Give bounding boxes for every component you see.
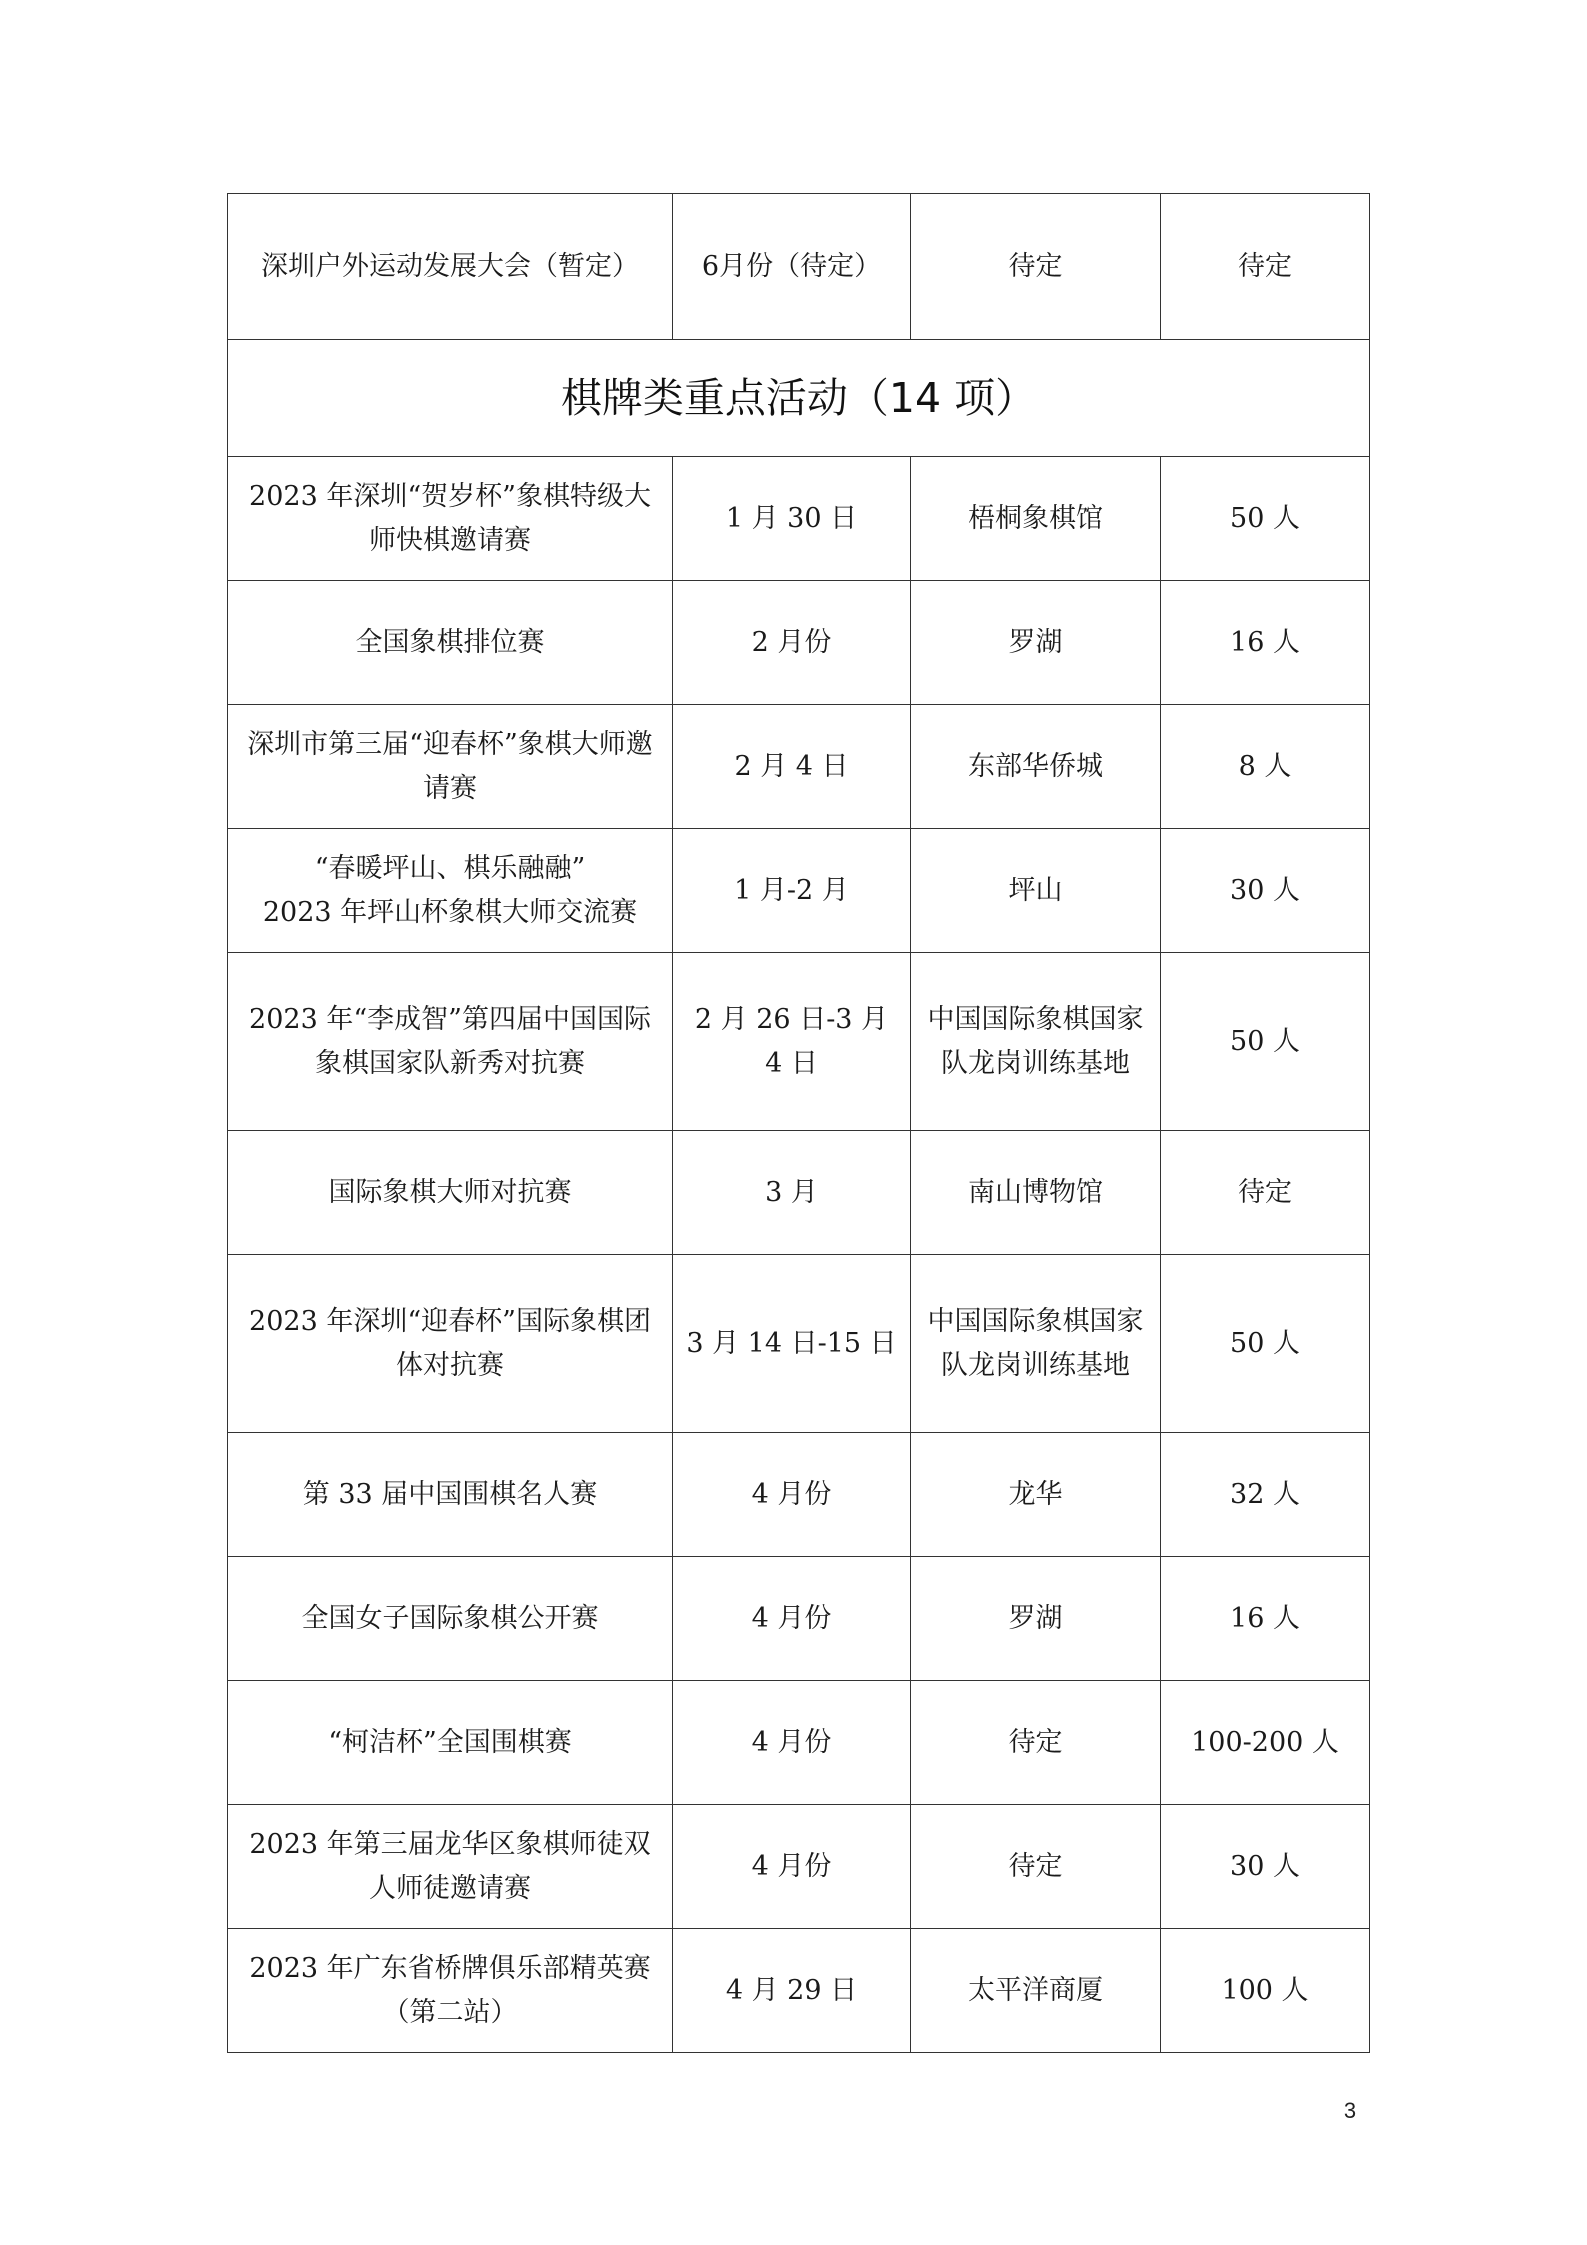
table-row bbox=[228, 705, 1370, 829]
event-venue-cell: 梧桐象棋馆 bbox=[911, 457, 1161, 581]
event-people-cell: 8 人 bbox=[1161, 705, 1370, 829]
event-venue-cell: 太平洋商厦 bbox=[911, 1929, 1161, 2053]
table-row bbox=[228, 1255, 1370, 1433]
event-date-cell: 2 月份 bbox=[673, 581, 911, 705]
events-table bbox=[227, 193, 1370, 2053]
event-name-cell: 第 33 届中国围棋名人赛 bbox=[228, 1433, 673, 1557]
page-number: 3 bbox=[1343, 2098, 1357, 2123]
table-row bbox=[228, 953, 1370, 1131]
event-name-cell: 2023 年广东省桥牌俱乐部精英赛（第二站） bbox=[228, 1929, 673, 2053]
event-name-cell: 深圳户外运动发展大会（暂定） bbox=[228, 194, 673, 340]
event-date-cell: 4 月份 bbox=[673, 1681, 911, 1805]
event-venue-cell: 待定 bbox=[911, 1805, 1161, 1929]
event-venue-cell: 罗湖 bbox=[911, 1557, 1161, 1681]
table-row bbox=[228, 1681, 1370, 1805]
event-date-cell: 3 月 bbox=[673, 1131, 911, 1255]
table-row bbox=[228, 1557, 1370, 1681]
table-row bbox=[228, 1131, 1370, 1255]
table-row bbox=[228, 194, 1370, 340]
event-venue-cell: 龙华 bbox=[911, 1433, 1161, 1557]
event-people-cell: 32 人 bbox=[1161, 1433, 1370, 1557]
event-people-cell: 16 人 bbox=[1161, 1557, 1370, 1681]
event-venue-cell: 待定 bbox=[911, 1681, 1161, 1805]
event-name-cell: “春暖坪山、棋乐融融” 2023 年坪山杯象棋大师交流赛 bbox=[228, 829, 673, 953]
table-row bbox=[228, 1805, 1370, 1929]
event-date-cell: 4 月份 bbox=[673, 1805, 911, 1929]
event-date-cell: 6月份（待定） bbox=[673, 194, 911, 340]
event-date-cell: 4 月 29 日 bbox=[673, 1929, 911, 2053]
event-name-cell: 全国象棋排位赛 bbox=[228, 581, 673, 705]
event-name-cell: 深圳市第三届“迎春杯”象棋大师邀请赛 bbox=[228, 705, 673, 829]
event-name-cell: 2023 年“李成智”第四届中国国际象棋国家队新秀对抗赛 bbox=[228, 953, 673, 1131]
event-people-cell: 50 人 bbox=[1161, 457, 1370, 581]
event-people-cell: 30 人 bbox=[1161, 829, 1370, 953]
event-date-cell: 1 月-2 月 bbox=[673, 829, 911, 953]
table-row bbox=[228, 457, 1370, 581]
event-date-cell: 2 月 26 日-3 月 4 日 bbox=[673, 953, 911, 1131]
event-venue-cell: 坪山 bbox=[911, 829, 1161, 953]
event-people-cell: 50 人 bbox=[1161, 1255, 1370, 1433]
event-people-cell: 100 人 bbox=[1161, 1929, 1370, 2053]
event-venue-cell: 中国国际象棋国家队龙岗训练基地 bbox=[911, 1255, 1161, 1433]
event-people-cell: 待定 bbox=[1161, 194, 1370, 340]
event-venue-cell: 南山博物馆 bbox=[911, 1131, 1161, 1255]
table-row bbox=[228, 581, 1370, 705]
table-row bbox=[228, 1929, 1370, 2053]
event-date-cell: 4 月份 bbox=[673, 1557, 911, 1681]
event-name-cell: 2023 年第三届龙华区象棋师徒双人师徒邀请赛 bbox=[228, 1805, 673, 1929]
event-venue-cell: 东部华侨城 bbox=[911, 705, 1161, 829]
table-row bbox=[228, 1433, 1370, 1557]
event-name-cell: “柯洁杯”全国围棋赛 bbox=[228, 1681, 673, 1805]
event-date-cell: 3 月 14 日-15 日 bbox=[673, 1255, 911, 1433]
section-header-row bbox=[228, 340, 1370, 457]
event-people-cell: 待定 bbox=[1161, 1131, 1370, 1255]
event-venue-cell: 待定 bbox=[911, 194, 1161, 340]
event-venue-cell: 中国国际象棋国家队龙岗训练基地 bbox=[911, 953, 1161, 1131]
event-name-cell: 国际象棋大师对抗赛 bbox=[228, 1131, 673, 1255]
event-name-cell: 2023 年深圳“迎春杯”国际象棋团体对抗赛 bbox=[228, 1255, 673, 1433]
event-people-cell: 100-200 人 bbox=[1161, 1681, 1370, 1805]
event-people-cell: 16 人 bbox=[1161, 581, 1370, 705]
event-date-cell: 1 月 30 日 bbox=[673, 457, 911, 581]
section-title: 棋牌类重点活动（14 项） bbox=[228, 340, 1370, 457]
table-row bbox=[228, 829, 1370, 953]
event-people-cell: 30 人 bbox=[1161, 1805, 1370, 1929]
event-name-cell: 全国女子国际象棋公开赛 bbox=[228, 1557, 673, 1681]
event-people-cell: 50 人 bbox=[1161, 953, 1370, 1131]
event-venue-cell: 罗湖 bbox=[911, 581, 1161, 705]
event-name-cell: 2023 年深圳“贺岁杯”象棋特级大师快棋邀请赛 bbox=[228, 457, 673, 581]
event-date-cell: 4 月份 bbox=[673, 1433, 911, 1557]
event-date-cell: 2 月 4 日 bbox=[673, 705, 911, 829]
